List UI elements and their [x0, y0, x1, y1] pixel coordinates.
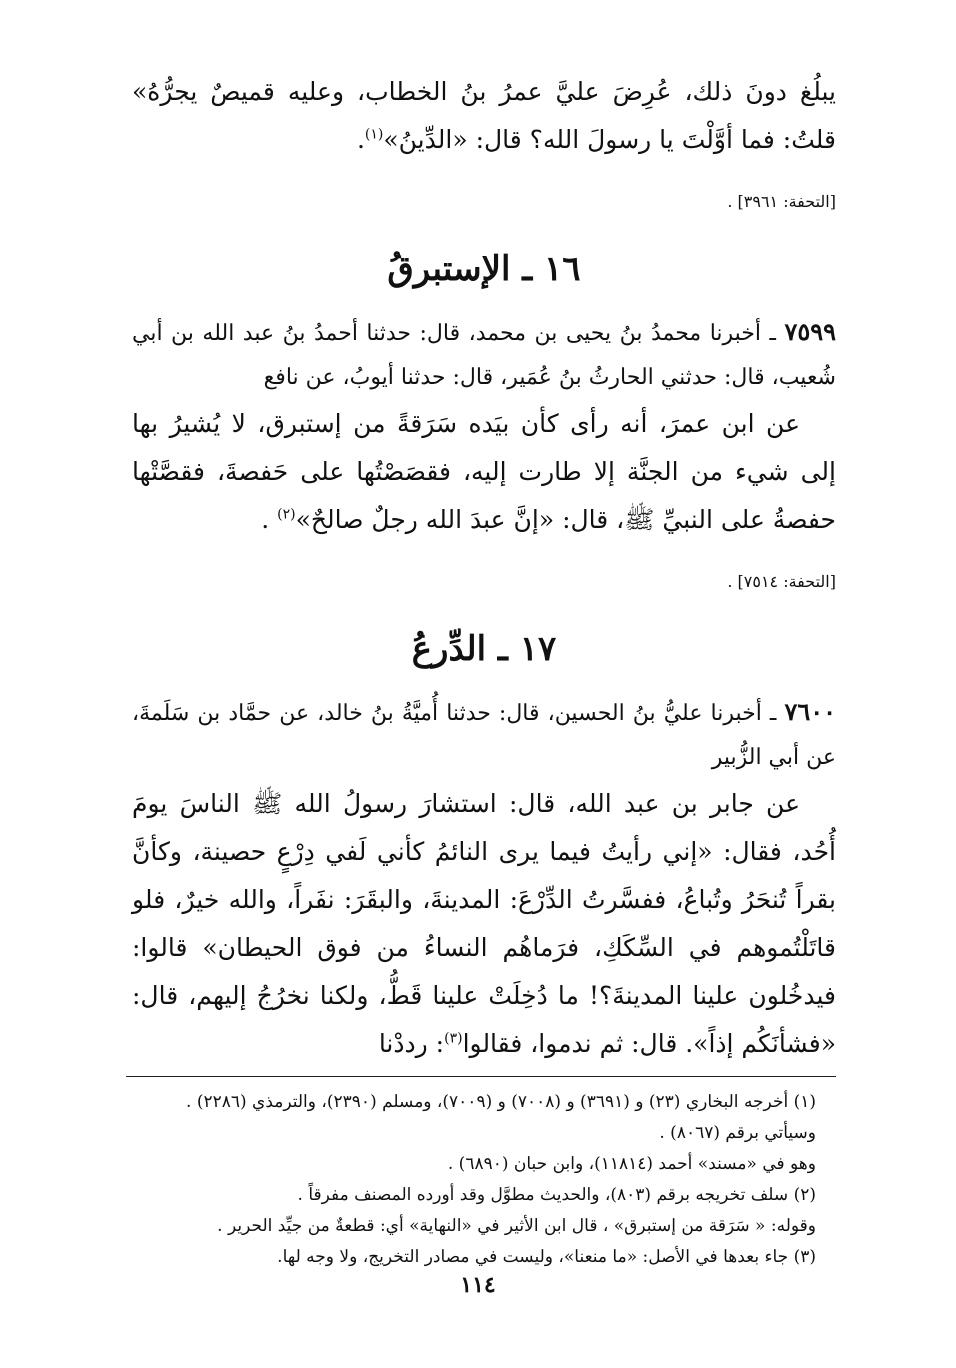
hadith-7599-matn-text: عن ابن عمرَ، أنه رأى كأن بيَده سَرَقةً من إستبرق، لا يُشيرُ بها إلى شيء من الجنَّة إلا طارت إليه، فقصَصْتُها على حَفصةَ، فقصَّتْها حفصةُ على النبيِّ ﷺ، قال: «إنَّ عبدَ الله رجلٌ صالحٌ»	[132, 409, 836, 534]
hadith-number-7599: ٧٥٩٩	[784, 317, 836, 346]
footnote-1-line-2: وسيأتي برقم (٨٠٦٧) .	[659, 1123, 816, 1143]
footnote-2-line-2: وقوله: « سَرَقة من إستبرق» ، قال ابن الأثير في «النهاية» أي: قطعةٌ من جيِّد الحرير .	[217, 1216, 816, 1236]
footnote-3: (٣) جاء بعدها في الأصل: «ما منعنا»، وليست في مصادر التخريج، ولا وجه لها.	[277, 1247, 816, 1267]
hadith-7600-isnad-text: ـ أخبرنا عليُّ بنُ الحسين، قال: حدثنا أُميَّةُ بنُ خالد، عن حمَّاد بن سَلَمةَ، عن أبي الزُّبير	[132, 701, 836, 770]
top-paragraph	[132, 0, 836, 164]
chapter-heading-16: ١٦ ـ الإستبرقُ	[387, 249, 581, 289]
footnotes-section	[132, 1087, 836, 1273]
hadith-7599-isnad	[132, 310, 836, 400]
hadith-7599-end: .	[261, 505, 278, 534]
tuhfa-reference-1: [التحفة: ٣٩٦١] .	[727, 192, 836, 211]
hadith-7600-tail: : رددْنا	[378, 1029, 445, 1058]
footnote-1: (١) أخرجه البخاري (٢٣) و (٣٦٩١) و (٧٠٠٨) و (٧٠٠٩)، ومسلم (٢٣٩٠)، والترمذي (٢٢٨٦) .	[186, 1092, 816, 1112]
chapter-heading-17: ١٧ ـ الدِّرعُ	[411, 629, 557, 669]
footnote-marker-3: (٣)	[444, 1030, 463, 1047]
page-number: ١١٤	[460, 1272, 496, 1298]
footnote-marker-1: (١)	[364, 126, 384, 143]
tuhfa-reference-2: [التحفة: ٧٥١٤] .	[727, 572, 836, 591]
hadith-7600-matn	[132, 780, 836, 1068]
hadith-number-7600: ٧٦٠٠	[784, 697, 836, 726]
hadith-7600-matn-text: عن جابر بن عبد الله، قال: استشارَ رسولُ الله ﷺ الناسَ يومَ أُحُد، فقال: «إني رأيتُ فيما يرى النائمُ كأني لَفي دِرْعٍ حصينة، وكأنَّ بقراً تُنحَرُ وتُباعُ، ففسَّرتُ الدِّرْعَ: المدينةَ، والبقَرَ: نفَراً، والله خيرٌ، فلو قاتَلْتُموهم في السِّكَكِ، فرَماهُم النساءُ من فوق الحيطان» قالوا: فيدخُلون علينا المدينةَ؟! ما دُخِلَتْ علينا قَطُّ، ولكنا نخرُجُ إليهم، قال: «فشأنَكُم إذاً». قال: ثم ندموا، فقالوا	[132, 789, 836, 1058]
footnote-2: (٢) سلف تخريجه برقم (٨٠٣)، والحديث مطوَّل وقد أورده المصنف مفرقاً .	[297, 1185, 816, 1205]
top-paragraph-end: .	[356, 125, 365, 154]
footnote-marker-2: (٢)	[277, 506, 296, 523]
footnote-divider	[126, 1076, 836, 1077]
hadith-7599-matn	[132, 400, 836, 544]
top-paragraph-text: يبلُغ دونَ ذلك، عُرِضَ عليَّ عمرُ بنُ الخطاب، وعليه قميصٌ يجرُّهُ» قلتُ: فما أوَّلْتَ يا رسولَ الله؟ قال: «الدِّينُ»	[132, 77, 836, 154]
hadith-7600-isnad	[132, 690, 836, 780]
footnote-1-line-3: وهو في «مسند» أحمد (١١٨١٤)، وابن حبان (٦٨٩٠) .	[447, 1154, 816, 1174]
hadith-7599-isnad-text: ـ أخبرنا محمدُ بنُ يحيى بن محمد، قال: حدثنا أحمدُ بنُ عبد الله بن أبي شُعيب، قال: حدثني الحارثُ بنُ عُمَير، قال: حدثنا أيوبُ، عن نافع	[132, 321, 836, 390]
